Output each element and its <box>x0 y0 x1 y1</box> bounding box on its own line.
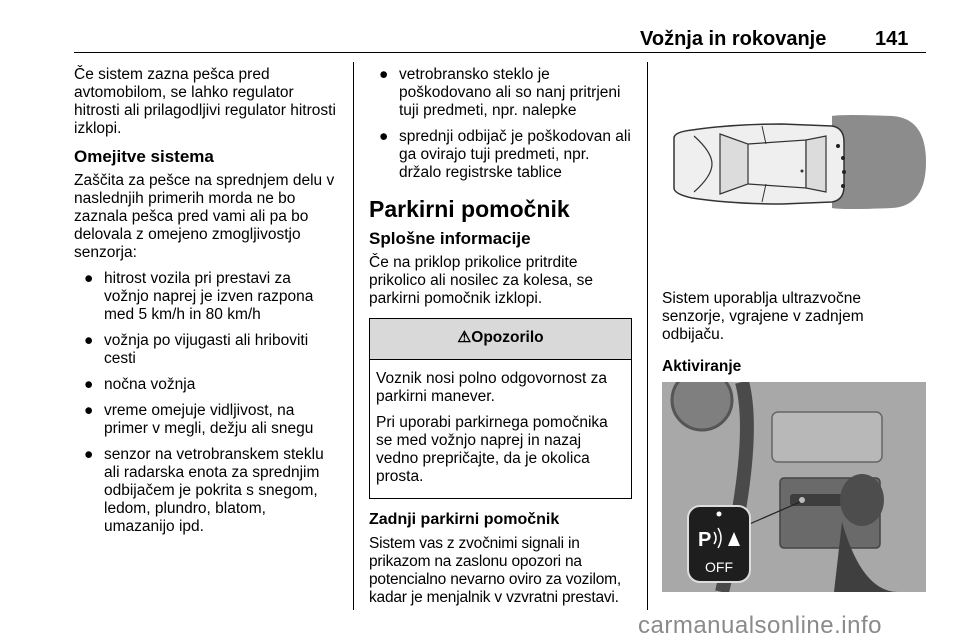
sensor-description: Sistem uporablja ultrazvočne senzorje, vgrajene v zadnjem odbijaču. <box>662 290 864 343</box>
watermark: carmanualsonline.info <box>638 612 882 639</box>
rear-parking-assist-paragraph: Sistem vas z zvočnimi signali in prikazom na zaslonu opozori na potencialno nevarno oviro za vozilom, kadar je menjalnik v vzvratni prestavi. <box>369 535 621 606</box>
header-rule <box>74 52 926 53</box>
bullet-icon: ● <box>379 66 389 83</box>
warning-paragraph: Voznik nosi polno odgovornost za parkirni manever. <box>376 370 607 405</box>
bullet-icon: ● <box>84 376 94 393</box>
general-info-heading: Splošne informacije <box>369 229 531 248</box>
list-item-text: nočna vožnja <box>104 376 196 393</box>
sensor-dot <box>841 184 845 188</box>
list-item <box>74 376 336 394</box>
warning-header <box>370 319 631 360</box>
list-item <box>369 66 632 120</box>
bullet-icon: ● <box>379 128 389 145</box>
warning-body <box>370 360 631 498</box>
rear-sensor-figure <box>662 62 928 242</box>
dashboard-photo-illustration <box>662 382 926 592</box>
list-item-text: vožnja po vijugasti ali hriboviti cesti <box>104 332 309 367</box>
list-item <box>74 446 336 536</box>
page-number: 141 <box>875 28 909 50</box>
vent-panel <box>772 412 882 462</box>
list-item <box>74 332 336 368</box>
activation-photo <box>662 382 926 592</box>
list-item <box>74 270 336 324</box>
system-limits-heading: Omejitve sistema <box>74 147 214 166</box>
rear-parking-assist-heading: Zadnji parkirni pomočnik <box>369 511 560 528</box>
warning-box <box>369 318 632 499</box>
car-top-view-icon <box>662 62 928 242</box>
sensor-dot <box>842 170 846 174</box>
bullet-icon: ● <box>84 332 94 349</box>
list-item-text: sprednji odbijač je poškodovan ali ga ovirajo tuji predmeti, npr. držalo registrske tablice <box>399 128 631 181</box>
list-item-text: vetrobransko steklo je poškodovano ali so nanj pritrjeni tuji predmeti, npr. nalepke <box>399 66 621 119</box>
header-title: Vožnja in rokovanje <box>640 28 827 50</box>
list-item <box>369 128 632 182</box>
bullet-icon: ● <box>84 270 94 287</box>
activation-heading: Aktiviranje <box>662 358 742 375</box>
indicator-led-icon <box>717 512 722 517</box>
general-info-paragraph: Če na priklop prikolice pritrdite prikolico ali nosilec za kolesa, se parkirni pomočnik izklopi. <box>369 254 593 307</box>
list-item-text: hitrost vozila pri prestavi za vožnjo naprej je izven razpona med 5 km/h in 80 km/h <box>104 270 314 323</box>
sensor-dot <box>836 144 840 148</box>
park-assist-p-icon: P <box>698 529 712 551</box>
intro-paragraph: Če sistem zazna pešca pred avtomobilom, se lahko regulator hitrosti ali prilagodljivi regulator hitrosti izklopi. <box>74 66 336 137</box>
parking-assist-title: Parkirni pomočnik <box>369 196 570 222</box>
sensor-zone <box>832 115 926 209</box>
column-3 <box>662 62 928 592</box>
windshield <box>720 134 748 194</box>
list-item-text: senzor na vetrobranskem steklu ali radarska enota za sprednjim odbijačem je pokrita s snegom, ledom, plundro, blatom, umazanijo ipd. <box>104 446 324 535</box>
bullet-icon: ● <box>84 446 94 463</box>
bullet-icon: ● <box>84 402 94 419</box>
warning-title: Opozorilo <box>471 329 544 346</box>
list-item-text: vreme omejuje vidljivost, na primer v megli, dežju ali snegu <box>104 402 314 437</box>
rear-window <box>806 136 826 192</box>
column-separator-right <box>647 62 648 610</box>
warning-triangle-icon: ⚠ <box>457 329 472 346</box>
system-limits-paragraph: Zaščita za pešce na sprednjem delu v naslednjih primerih morda ne bo zaznala pešca pred vami ali pa bo delovala z omejeno zmogljivostjo senzorja: <box>74 172 335 261</box>
limits-list <box>74 270 336 536</box>
sensor-dot <box>841 156 845 160</box>
column-2 <box>369 66 632 615</box>
list-item <box>74 402 336 438</box>
steering-wheel-area <box>672 382 732 430</box>
column-1 <box>74 66 336 544</box>
warning-paragraph: Pri uporabi parkirnega pomočnika se med vožnjo naprej in nazaj vedno prepričajte, da je okolica prosta. <box>376 414 608 485</box>
off-label: OFF <box>705 559 733 575</box>
gear-knob <box>840 474 884 526</box>
column-separator-left <box>353 62 354 610</box>
limits-list-continued <box>369 66 632 182</box>
